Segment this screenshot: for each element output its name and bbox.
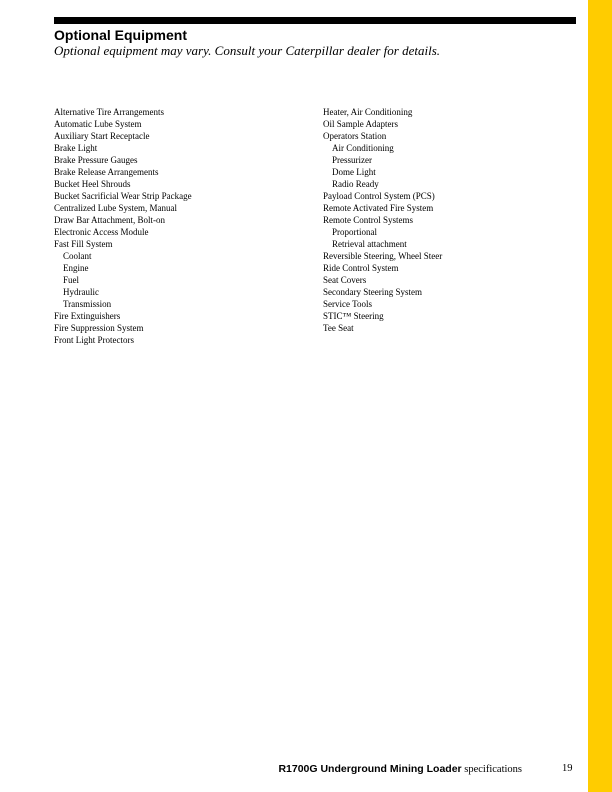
- equipment-item: Fire Extinguishers: [54, 311, 121, 321]
- page-title: Optional Equipment: [54, 27, 187, 43]
- equipment-item: Auxiliary Start Receptacle: [54, 131, 150, 141]
- page-footer: [0, 762, 612, 778]
- equipment-item: Remote Control Systems: [323, 215, 413, 225]
- page-number: 19: [562, 763, 573, 774]
- equipment-subitem: Hydraulic: [63, 287, 99, 297]
- equipment-item: Seat Covers: [323, 275, 367, 285]
- equipment-item: Centralized Lube System, Manual: [54, 203, 177, 213]
- footer-model-name: R1700G Underground Mining Loader: [278, 763, 462, 775]
- equipment-subitem: Coolant: [63, 251, 92, 261]
- equipment-item: Service Tools: [323, 299, 372, 309]
- footer-model-line: [278, 762, 522, 777]
- equipment-subitem: Dome Light: [332, 167, 376, 177]
- equipment-item: Bucket Sacrificial Wear Strip Package: [54, 191, 192, 201]
- equipment-item: Brake Release Arrangements: [54, 167, 159, 177]
- yellow-side-bar: [588, 0, 612, 792]
- footer-specifications-label: specifications: [461, 764, 522, 775]
- equipment-subitem: Transmission: [63, 299, 112, 309]
- equipment-subitem: Pressurizer: [332, 155, 372, 165]
- equipment-subitem: Radio Ready: [332, 179, 379, 189]
- equipment-item: Remote Activated Fire System: [323, 203, 434, 213]
- equipment-item: Alternative Tire Arrangements: [54, 107, 164, 117]
- equipment-item: Tee Seat: [323, 323, 354, 333]
- equipment-list-right: [323, 106, 573, 334]
- page-subtitle: Optional equipment may vary. Consult your Caterpillar dealer for details.: [54, 43, 441, 58]
- equipment-subitem: Fuel: [63, 275, 80, 285]
- equipment-subitem: Retrieval attachment: [332, 239, 407, 249]
- equipment-item: Front Light Protectors: [54, 335, 134, 345]
- equipment-item: Brake Pressure Gauges: [54, 155, 138, 165]
- equipment-subitem: Air Conditioning: [332, 143, 394, 153]
- equipment-subitem: Proportional: [332, 227, 377, 237]
- header-rule: [54, 17, 576, 24]
- equipment-item: Payload Control System (PCS): [323, 191, 435, 201]
- equipment-item: Fire Suppression System: [54, 323, 144, 333]
- equipment-item: STIC™ Steering: [323, 311, 384, 321]
- equipment-item: Bucket Heel Shrouds: [54, 179, 131, 189]
- equipment-list-left: [54, 106, 304, 346]
- equipment-item: Automatic Lube System: [54, 119, 142, 129]
- equipment-item: Oil Sample Adapters: [323, 119, 398, 129]
- equipment-item: Secondary Steering System: [323, 287, 422, 297]
- equipment-item: Ride Control System: [323, 263, 399, 273]
- equipment-item: Brake Light: [54, 143, 98, 153]
- equipment-item: Operators Station: [323, 131, 387, 141]
- equipment-item: Draw Bar Attachment, Bolt-on: [54, 215, 165, 225]
- equipment-item: Reversible Steering, Wheel Steer: [323, 251, 443, 261]
- equipment-subitem: Engine: [63, 263, 89, 273]
- equipment-item: Fast Fill System: [54, 239, 113, 249]
- equipment-item: Heater, Air Conditioning: [323, 107, 413, 117]
- equipment-item: Electronic Access Module: [54, 227, 149, 237]
